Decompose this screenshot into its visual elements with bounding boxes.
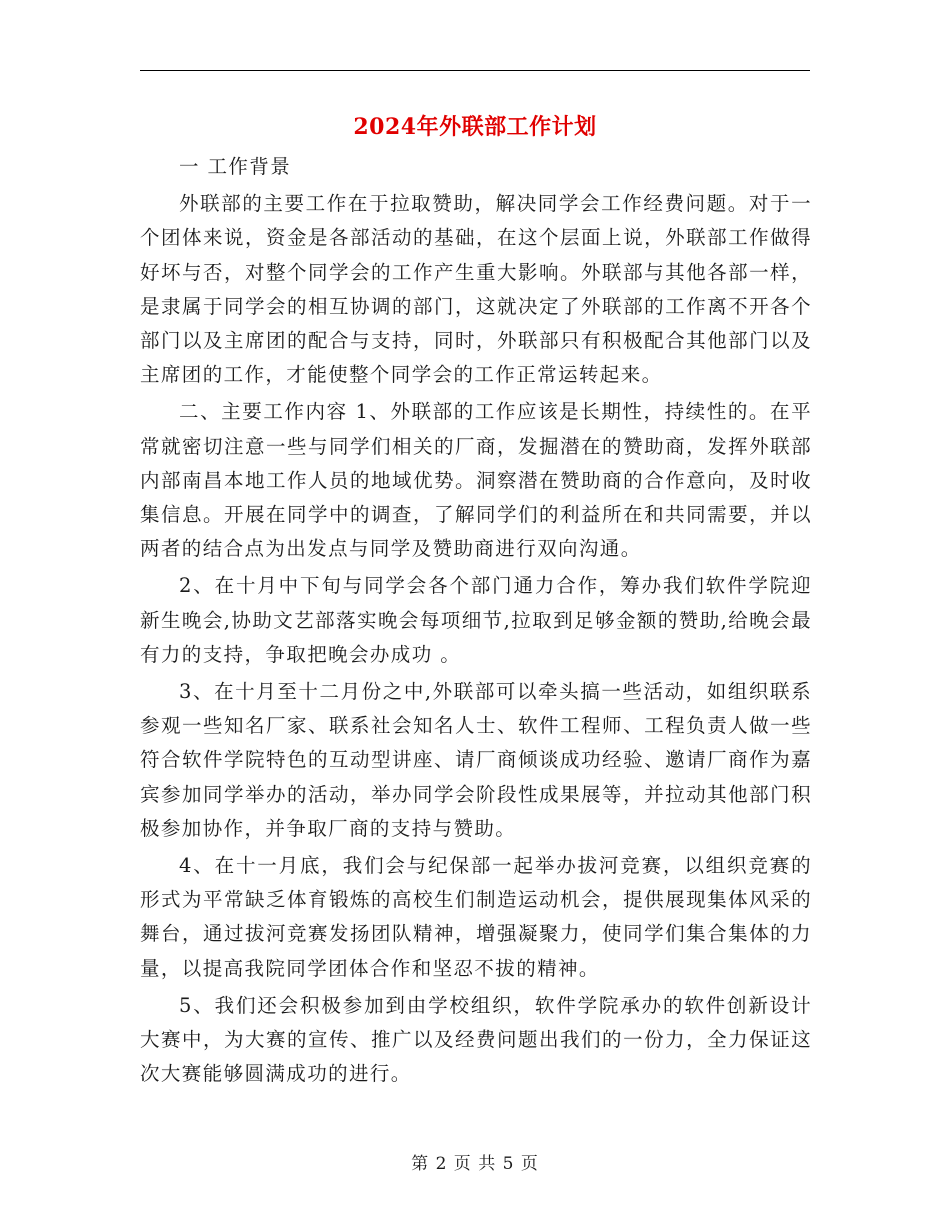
page-number-footer: 第 2 页 共 5 页 xyxy=(411,1154,539,1174)
header-rule xyxy=(140,70,810,71)
document-body xyxy=(140,150,812,1091)
paragraph-main-work-1: 二、主要工作内容 1、外联部的工作应该是长期性，持续性的。在平常就密切注意一些与同学们相关的厂商，发掘潜在的赞助商，发挥外联部内部南昌本地工作人员的地域优势。洞察潜在赞助商的合作意向，及时收集信息。开展在同学中的调查，了解同学们的利益所在和共同需要，并以两者的结合点为出发点与同学及赞助商进行双向沟通。 xyxy=(140,400,812,561)
paragraph-main-work-4: 4、在十一月底，我们会与纪保部一起举办拔河竞赛，以组织竞赛的形式为平常缺乏体育锻炼的高校生们制造运动机会，提供展现集体风采的舞台，通过拔河竞赛发扬团队精神，增强凝聚力，使同学们集合集体的力量，以提高我院同学团体合作和坚忍不拔的精神。 xyxy=(140,854,812,980)
paragraph-main-work-2: 2、在十月中下旬与同学会各个部门通力合作，筹办我们软件学院迎新生晚会,协助文艺部落实晚会每项细节,拉取到足够金额的赞助,给晚会最有力的支持，争取把晚会办成功 。 xyxy=(140,574,812,666)
paragraph-background: 外联部的主要工作在于拉取赞助，解决同学会工作经费问题。对于一个团体来说，资金是各部活动的基础，在这个层面上说，外联部工作做得好坏与否，对整个同学会的工作产生重大影响。外联部与其他各部一样，是隶属于同学会的相互协调的部门，这就决定了外联部的工作离不开各个部门以及主席团的配合与支持，同时，外联部只有积极配合其他部门以及主席团的工作，才能使整个同学会的工作正常运转起来。 xyxy=(140,192,812,387)
section-heading-background: 一 工作背景 xyxy=(179,155,292,178)
document-title: 2024年外联部工作计划 xyxy=(353,114,597,140)
paragraph-main-work-5: 5、我们还会积极参加到由学校组织，软件学院承办的软件创新设计大赛中，为大赛的宣传、推广以及经费问题出我们的一份力，全力保证这次大赛能够圆满成功的进行。 xyxy=(140,993,812,1086)
paragraph-main-work-3: 3、在十月至十二月份之中,外联部可以牵头搞一些活动，如组织联系参观一些知名厂家、联系社会知名人士、软件工程师、工程负责人做一些符合软件学院特色的互动型讲座、请厂商倾谈成功经验、邀请厂商作为嘉宾参加同学举办的活动，举办同学会阶段性成果展等，并拉动其他部门积极参加协作，并争取厂商的支持与赞助。 xyxy=(140,680,812,840)
